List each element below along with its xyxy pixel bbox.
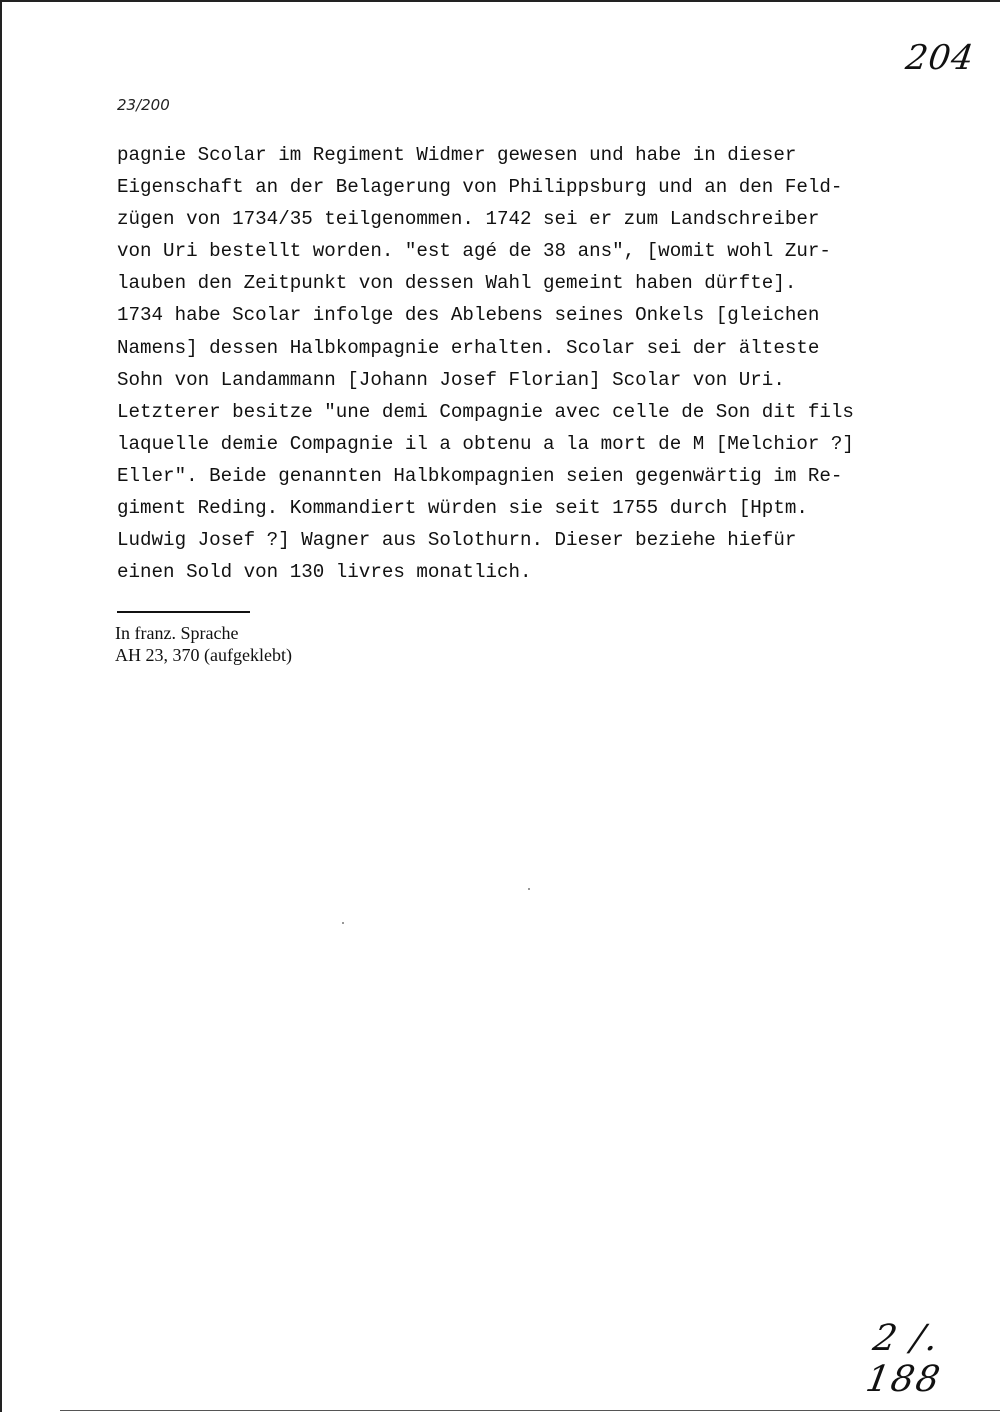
text-line: Eigenschaft an der Belagerung von Philippsburg und an den Feld- [117, 176, 843, 199]
handwritten-page-number: 204 [903, 38, 977, 78]
text-line: Namens] dessen Halbkompagnie erhalten. Scolar sei der älteste [117, 336, 820, 359]
scan-speck [528, 888, 530, 890]
text-line: von Uri bestellt worden. "est agé de 38 ans", [womit wohl Zur- [117, 240, 831, 263]
text-line: Eller". Beide genannten Halbkompagnien seien gegenwärtig im Re- [117, 464, 843, 487]
text-line: Ludwig Josef ?] Wagner aus Solothurn. Dieser beziehe hiefür [117, 529, 797, 552]
text-line: Letzterer besitze "une demi Compagnie avec celle de Son dit fils [117, 400, 854, 423]
footnote-source: AH 23, 370 (aufgeklebt) [115, 645, 292, 665]
text-line: Sohn von Landammann [Johann Josef Florian] Scolar von Uri. [117, 368, 785, 391]
handwritten-archive-mark: 2 /. 188 [862, 1318, 945, 1400]
scan-edge-left [0, 0, 2, 1412]
scan-speck [342, 922, 344, 924]
scan-edge-bottom [60, 1410, 1000, 1411]
text-line: lauben den Zeitpunkt von dessen Wahl gemeint haben dürfte]. [117, 272, 797, 295]
footnote-rule [117, 611, 250, 613]
text-line: einen Sold von 130 livres monatlich. [117, 561, 532, 584]
text-line: pagnie Scolar im Regiment Widmer gewesen und habe in dieser [117, 144, 797, 166]
footnote-language: In franz. Sprache [115, 623, 239, 643]
body-text [117, 139, 907, 588]
text-line: zügen von 1734/35 teilgenommen. 1742 sei er zum Landschreiber [117, 208, 820, 231]
footnotes [115, 622, 292, 666]
scan-edge-top [0, 0, 1000, 2]
text-line: giment Reding. Kommandiert würden sie seit 1755 durch [Hptm. [117, 497, 808, 520]
text-line: laquelle demie Compagnie il a obtenu a la mort de M [Melchior ?] [117, 432, 854, 455]
document-reference: 23/200 [117, 96, 170, 114]
text-line: 1734 habe Scolar infolge des Ablebens seines Onkels [gleichen [117, 304, 820, 327]
